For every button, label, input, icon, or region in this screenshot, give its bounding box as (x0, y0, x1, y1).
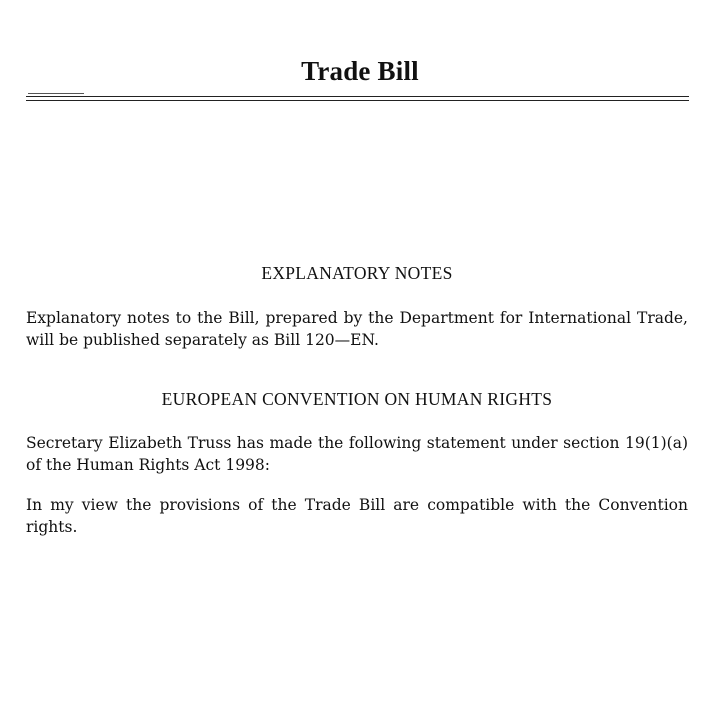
title-double-rule (26, 96, 689, 101)
echr-statement-paragraph: Secretary Elizabeth Truss has made the following statement under section 19(1)(a) of the Human Rights Act 1998: (26, 434, 688, 474)
explanatory-notes-paragraph: Explanatory notes to the Bill, prepared by the Department for International Trade, will be published separately as Bill 120—EN. (26, 309, 688, 349)
compatibility-paragraph: In my view the provisions of the Trade Bill are compatible with the Convention rights. (26, 496, 688, 536)
header-stub-line (28, 93, 84, 94)
explanatory-notes-heading: EXPLANATORY NOTES (261, 263, 453, 283)
page-title: Trade Bill (301, 56, 419, 86)
echr-heading: EUROPEAN CONVENTION ON HUMAN RIGHTS (161, 389, 553, 409)
